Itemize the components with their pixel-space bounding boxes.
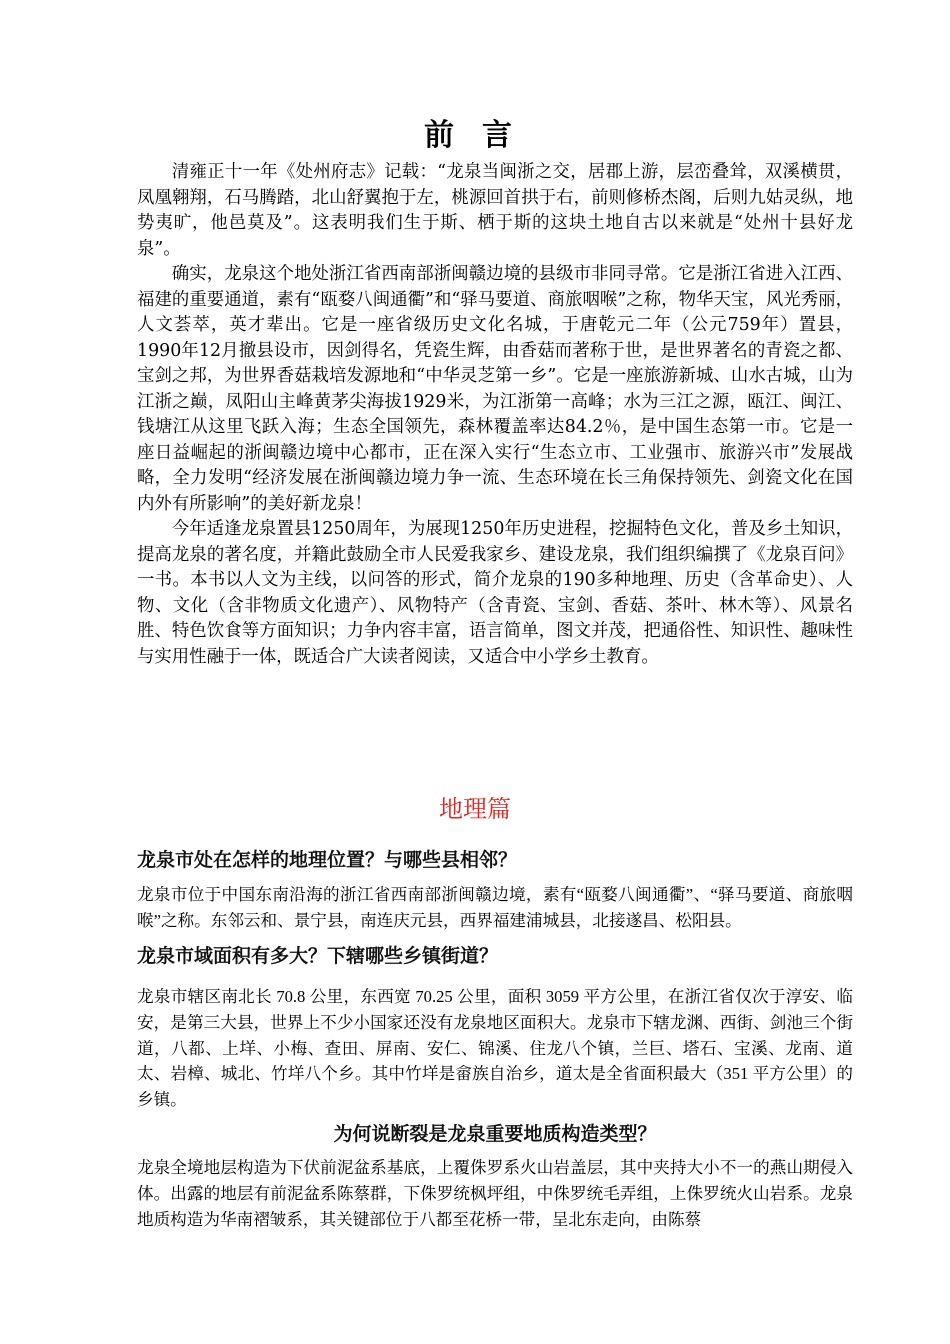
question-heading-3: 为何说断裂是龙泉重要地质构造类型？ [333,1123,657,1145]
question-heading-2: 龙泉市域面积有多大？下辖哪些乡镇街道？ [137,945,499,967]
answer-paragraph-3: 龙泉全境地层构造为下伏前泥盆系基底，上覆侏罗系火山岩盖层，其中夹持大小不一的燕山期侵入体。出露的地层有前泥盆系陈蔡群，下侏罗统枫坪组，中侏罗统毛弄组，上侏罗统火山岩系。龙泉地质构造为华南褶皱系，其关键部位于八都至花桥一带，呈北东走向，由陈蔡 [137,1158,853,1229]
preface-paragraph-1: 清雍正十一年《处州府志》记载：“龙泉当闽浙之交，居郡上游，层峦叠耸，双溪横贯，凤凰翱翔，石马腾踏，北山舒翼抱于左，桃源回首拱于右，前则修桥杰阁，后则九姑灵纵，地势夷旷，他邑莫及”。这表明我们生于斯、栖于斯的这块土地自古以来就是“处州十县好龙泉”。 [137,162,853,259]
answer-paragraph-2: 龙泉市辖区南北长 70.8 公里，东西宽 70.25 公里，面积 3059 平方公里，在浙江省仅次于淳安、临安，是第三大县，世界上不少小国家还没有龙泉地区面积大。龙泉市下辖龙渊、西街、剑池三个街道，八都、上垟、小梅、查田、屏南、安仁、锦溪、住龙八个镇，兰巨、塔石、宝溪、龙南、道太、岩樟、城北、竹垟八个乡。其中竹垟是畲族自治乡，道太是全省面积最大（351 平方公里）的乡镇。 [137,987,853,1110]
preface-title: 前言 [424,118,540,153]
preface-body [137,160,853,670]
section-title-geography: 地理篇 [439,795,511,823]
preface-paragraph-3: 今年适逢龙泉置县1250周年，为展现1250年历史进程，挖掘特色文化，普及乡土知识，提高龙泉的著名度，并籍此鼓励全市人民爱我家乡、建设龙泉，我们组织编撰了《龙泉百问》一书。本书以人文为主线，以问答的形式，简介龙泉的190多种地理、历史（含革命史）、人物、文化（含非物质文化遗产）、风物特产（含青瓷、宝剑、香菇、茶叶、林木等）、风景名胜、特色饮食等方面知识；力争内容丰富，语言简单，图文并茂，把通俗性、知识性、趣味性与实用性融于一体，既适合广大读者阅读，又适合中小学乡土教育。 [137,519,853,667]
answer-paragraph-1: 龙泉市位于中国东南沿海的浙江省西南部浙闽赣边境，素有“瓯婺八闽通衢”、“驿马要道、商旅咽喉”之称。东邻云和、景宁县，南连庆元县，西界福建浦城县，北接遂昌、松阳县。 [137,885,853,930]
preface-paragraph-2: 确实，龙泉这个地处浙江省西南部浙闽赣边境的县级市非同寻常。它是浙江省进入江西、福建的重要通道，素有“瓯婺八闽通衢”和“驿马要道、商旅咽喉”之称，物华天宝，风光秀丽，人文荟萃，英才辈出。它是一座省级历史文化名城，于唐乾元二年（公元759年）置县，1990年12月撤县设市，因剑得名，凭瓷生辉，由香菇而著称于世，是世界著名的青瓷之都、宝剑之邦，为世界香菇栽培发源地和“中华灵芝第一乡”。它是一座旅游新城、山水古城，山为江浙之巅，凤阳山主峰黄茅尖海拔1929米，为江浙第一高峰；水为三江之源，瓯江、闽江、钱塘江从这里飞跃入海；生态全国领先，森林覆盖率达84.2％，是中国生态第一市。它是一座日益崛起的浙闽赣边境中心都市，正在深入实行“生态立市、工业强市、旅游兴市”发展战略，全力发明“经济发展在浙闽赣边境力争一流、生态环境在长三角保持领先、剑瓷文化在国内外有所影响”的美好新龙泉！ [137,264,853,514]
question-heading-1: 龙泉市处在怎样的地理位置？与哪些县相邻？ [137,849,518,871]
